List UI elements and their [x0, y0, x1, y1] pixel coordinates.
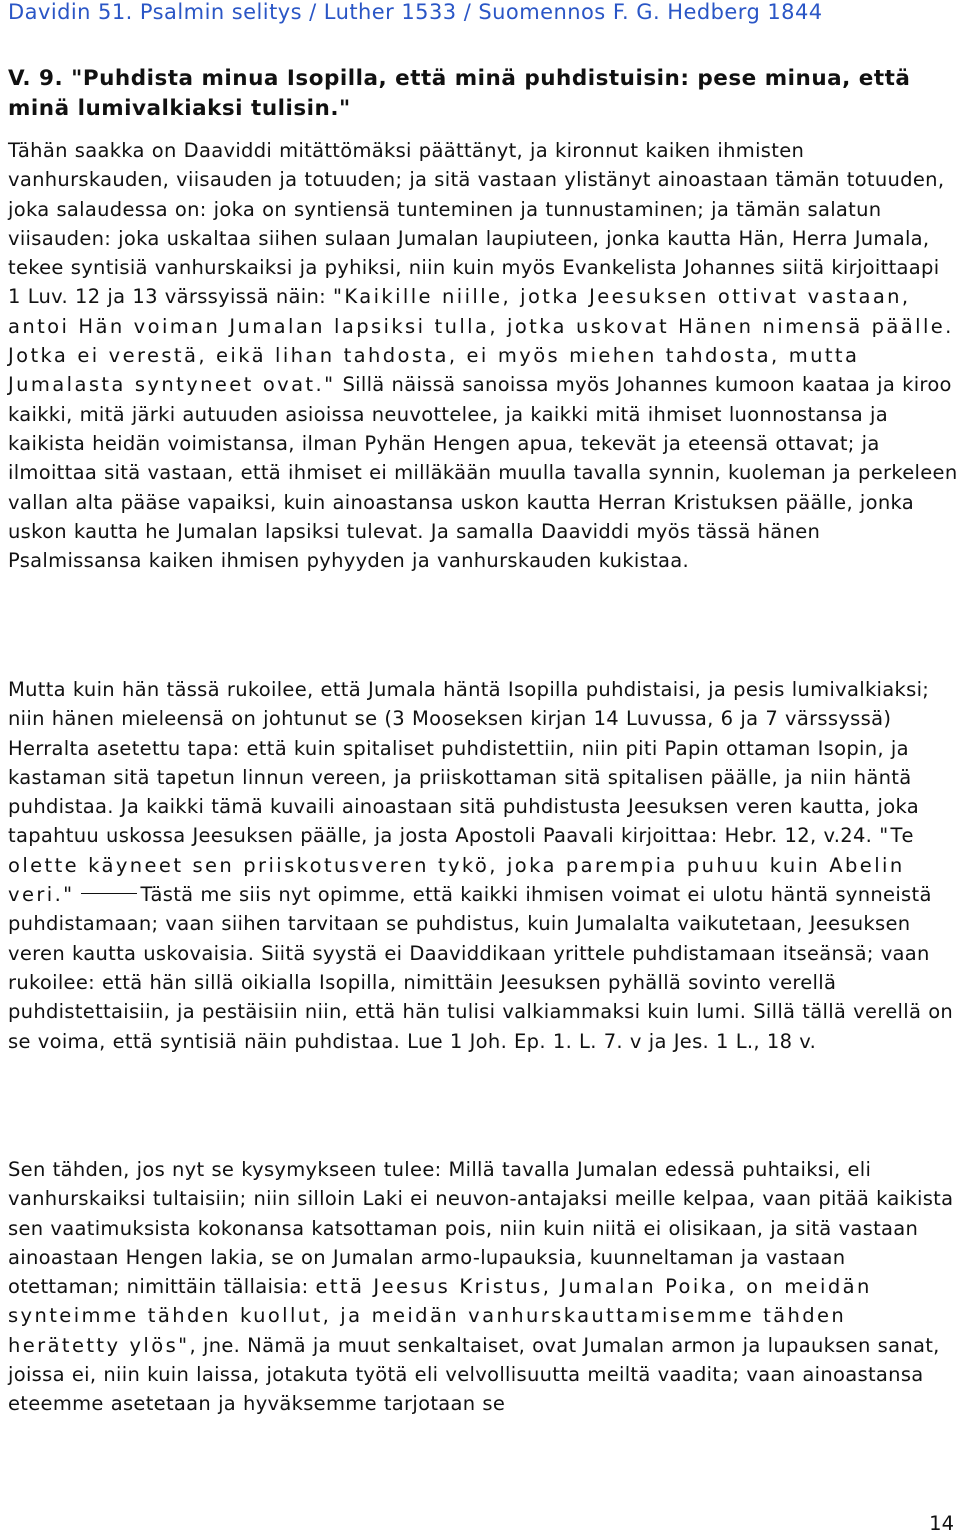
page-number: 14 — [929, 1512, 954, 1535]
paragraph-3-text: Sen tähden, jos nyt se kysymykseen tulee: Millä tavalla Jumalan edessä puhtaiksi, eli vanhurskaiksi tultaisiin; niin silloin Laki ei neuvon-antajaksi meille kelpaa, vaan pitää kaikista sen vaatimuksista kokonansa katsottaman pois, niin kuin niitä ei olisikaan, ja sitä vastaan ainoastaan Hengen lakia, se on Jumalan armo-lupauksia, kuunneltaman ja vastaan otettaman; nimittäin tällaisia: — [8, 1158, 954, 1299]
verse-title: V. 9. "Puhdista minua Isopilla, että minä puhdistuisin: pese minua, että minä lumivalkiaksi tulisin." — [8, 66, 911, 121]
paragraph-3 — [8, 1155, 958, 1419]
paragraph-2-text-cont: Tästä me siis nyt opimme, että kaikki ihmisen voimat ei ulotu häntä synneistä puhdistamaan; vaan siihen tarvitaan se puhdistus, kuin Jumalalta vaikutetaan, Jeesuksen veren kautta uskovaisia. Siitä syystä ei Daaviddikaan yrittele puhdistamaan itseänsä; vaan rukoilee: että hän sillä oikialla Isopilla, nimittäin Jeesuksen pyhällä sovinto verellä puhdistettaisiin, ja pestäisiin niin, että hän tulisi valkiammaksi kuin lumi. Sillä tällä verellä on se voima, että syntisiä näin puhdistaa. Lue 1 Joh. Ep. 1. L. 7. v ja Jes. 1 L., 18 v. — [8, 883, 954, 1053]
paragraph-3-text-cont: , jne. Nämä ja muut senkaltaiset, ovat Jumalan armon ja lupauksen sanat, joissa ei, niin kuin laissa, jotakuta työtä eli velvollisuutta meiltä vaadita; vaan ainoastansa eteemme asetetaan ja hyväksemme tarjotaan se — [8, 1333, 940, 1416]
paragraph-1-text: Tähän saakka on Daaviddi mitättömäksi päättänyt, ja kironnut kaiken ihmisten vanhurskauden, viisauden ja totuuden; ja sitä vastaan ylistänyt ainoastaan tämän totuuden, joka salaudessa on: joka on syntiensä tunteminen ja tunnustaminen; ja tämän salatun viisauden: joka uskaltaa siihen sulaan Jumalan laupiuteen, jonka kautta Hän, Herra Jumala, tekee syntisiä vanhurskaiksi ja pyhiksi, niin kuin myös Evankelista Johannes siitä kirjoittaapi 1 Luv. 12 ja 13 värssyissä näin: — [8, 139, 945, 309]
em-dash-rule — [81, 893, 137, 894]
paragraph-2-quote: "Te olette käyneet sen priiskotusveren tykö, joka parempia puhuu kuin Abelin veri." — [8, 824, 916, 907]
document-header: Davidin 51. Psalmin selitys / Luther 1533 / Suomennos F. G. Hedberg 1844 — [8, 0, 823, 24]
paragraph-1-quote: "Kaikille niille, jotka Jeesuksen ottivat vastaan, antoi Hän voiman Jumalan lapsiksi tulla, jotka uskovat Hänen nimensä päälle. Jotka ei verestä, eikä lihan tahdosta, ei myös miehen tahdosta, mutta Jumalasta syntyneet ovat." — [8, 285, 954, 397]
paragraph-3-quote: että Jeesus Kristus, Jumalan Poika, on meidän synteimme tähden kuollut, ja meidän vanhurskauttamisemme tähden herätetty ylös" — [8, 1275, 872, 1357]
paragraph-2-text: Mutta kuin hän tässä rukoilee, että Jumala häntä Isopilla puhdistaisi, ja pesis lumivalkiaksi; niin hänen mieleensä on johtunut se (3 Mooseksen kirjan 14 Luvussa, 6 ja 7 värssyssä) Herralta asetettu tapa: että kuin spitaliset puhdistettiin, niin piti Papin ottaman Isopin, ja kastaman sitä tapetun linnun vereen, ja priiskottaman sitä spitalisen päälle, ja niin häntä puhdistaa. Ja kaikki tämä kuvaili ainoastaan sitä puhdistusta Jeesuksen veren kautta, joka tapahtuu uskossa Jeesuksen päälle, ja josta Apostoli Paavali kirjoittaa: Hebr. 12, v.24. — [8, 678, 930, 848]
paragraph-1-text-cont: Sillä näissä sanoissa myös Johannes kumoon kaataa ja kiroo kaikki, mitä järki autuuden asioissa neuvottelee, ja kaikki mitä ihmiset luonnostansa ja kaikista heidän voimistansa, ilman Pyhän Hengen apua, tekevät ja eteensä ottavat; ja ilmoittaa sitä vastaan, että ihmiset ei milläkään muulla tavalla synnin, kuoleman ja perkeleen vallan alta pääse vapaiksi, kuin ainoastansa uskon kautta Herran Kristuksen päälle, jonka uskon kautta he Jumalan lapsiksi tulevat. Ja samalla Daaviddi myös tässä hänen Psalmissansa kaiken ihmisen pyhyyden ja vanhurskauden kukistaa. — [8, 373, 958, 573]
paragraph-1 — [8, 136, 958, 575]
paragraph-2 — [8, 675, 958, 1056]
